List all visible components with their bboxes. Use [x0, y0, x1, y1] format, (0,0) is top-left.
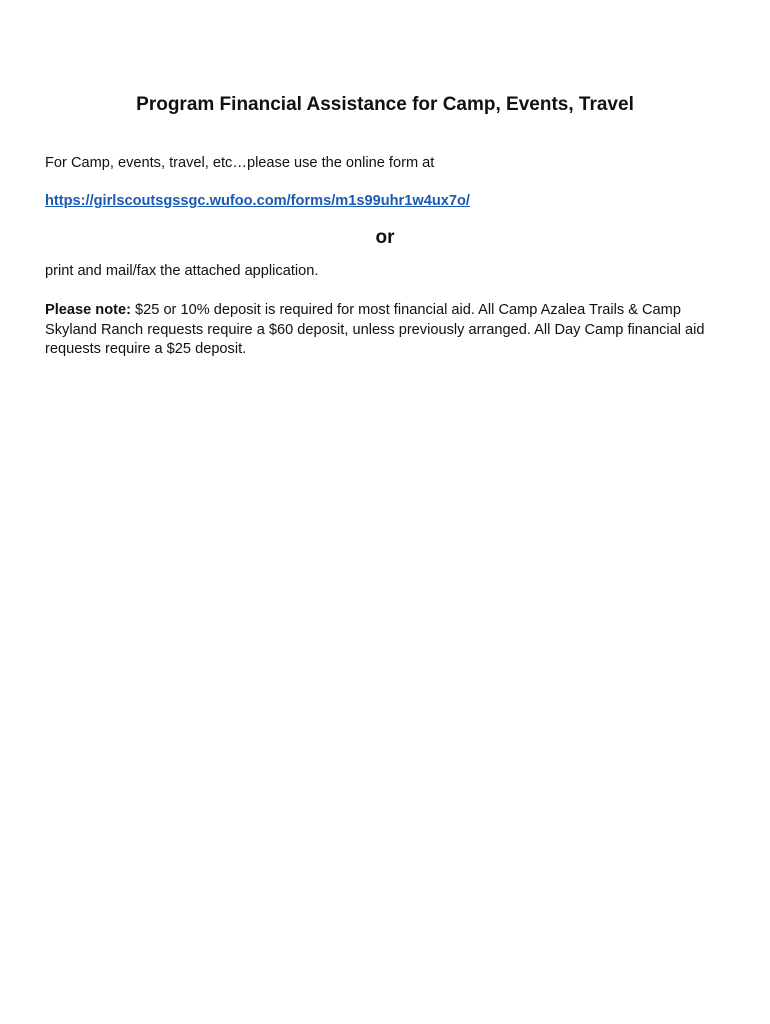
note-text: $25 or 10% deposit is required for most financial aid. All Camp Azalea Trails & Camp Skyland Ranch requests require a $60 deposit, unless previously arranged. All Day Camp financial aid requests require a $25 deposit.: [45, 302, 705, 357]
note-label: Please note:: [45, 302, 131, 318]
page-title: Program Financial Assistance for Camp, Events, Travel: [136, 94, 634, 115]
print-instructions: print and mail/fax the attached application.: [45, 263, 319, 279]
deposit-note: [45, 301, 725, 360]
intro-text: For Camp, events, travel, etc…please use the online form at: [45, 155, 435, 171]
or-divider-text: or: [375, 227, 395, 248]
online-form-link[interactable]: https://girlscoutsgssgc.wufoo.com/forms/m1s99uhr1w4ux7o/: [45, 193, 470, 209]
